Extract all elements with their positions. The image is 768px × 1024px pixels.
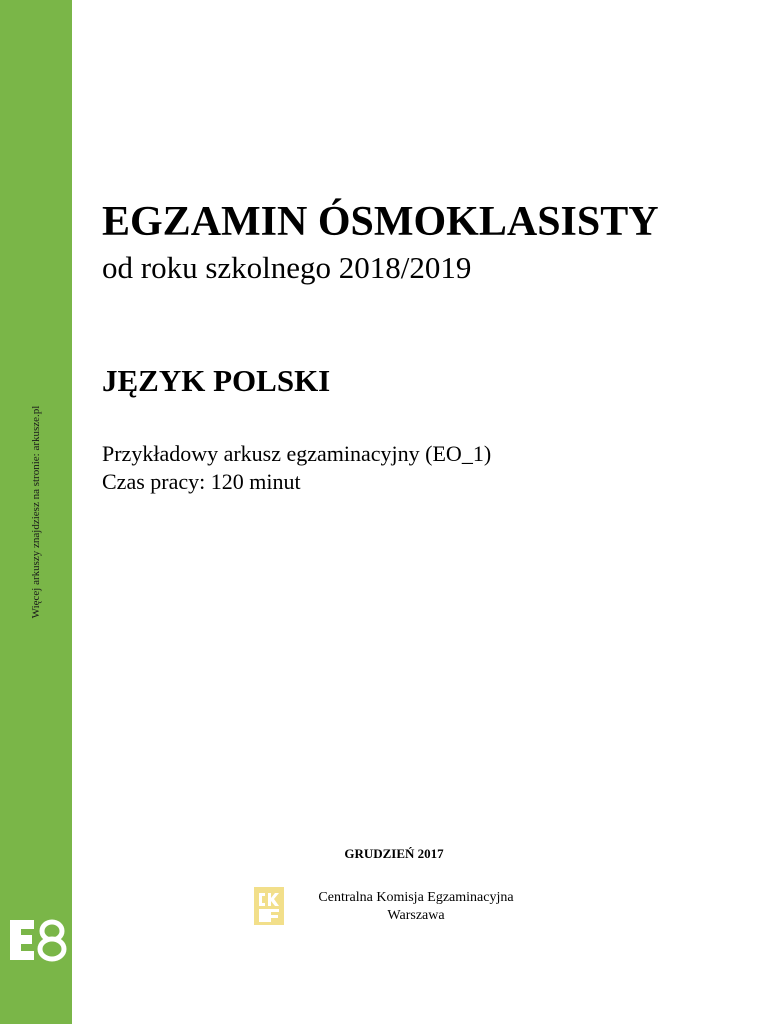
institution-name: Centralna Komisja Egzaminacyjna	[318, 890, 514, 905]
exam-subject: JĘZYK POLSKI	[102, 363, 331, 398]
e8-logo-icon	[8, 916, 68, 964]
sheet-description: Przykładowy arkusz egzaminacyjny (EO_1)	[102, 441, 492, 466]
exam-subtitle: od roku szkolnego 2018/2019	[102, 250, 472, 285]
exam-duration: Czas pracy: 120 minut	[102, 469, 301, 494]
green-side-bar	[0, 0, 72, 1024]
publication-date: GRUDZIEŃ 2017	[344, 846, 444, 861]
cke-logo-icon	[254, 887, 284, 925]
exam-title: EGZAMIN ÓSMOKLASISTY	[102, 199, 659, 245]
institution-city: Warszawa	[387, 908, 445, 923]
side-note-text: Więcej arkuszy znajdziesz na stronie: arkusze.pl	[30, 405, 42, 619]
